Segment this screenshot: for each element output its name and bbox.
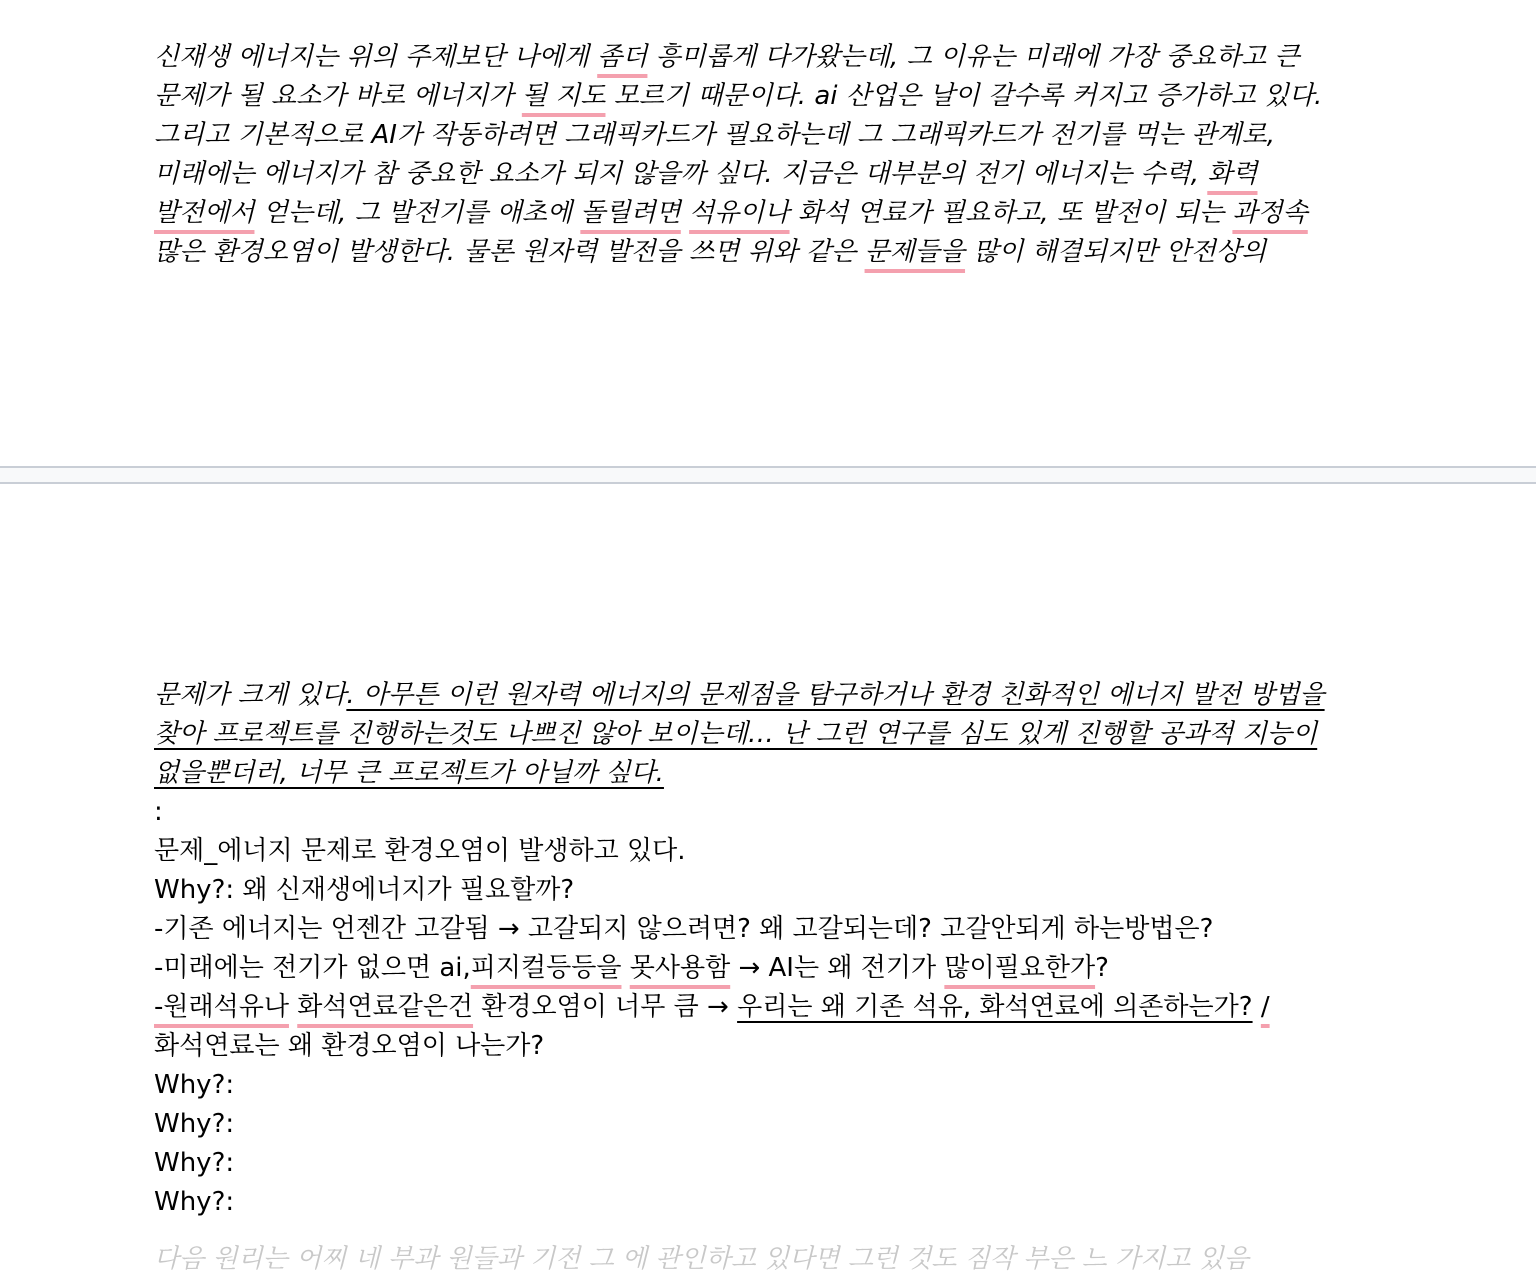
partial-cut-line: 다음 원리는 어찌 네 부과 원들과 기전 그 에 관인하고 있다면 그런 것도 짐작 부은 느 가지고 있음 [154,1244,1249,1274]
text-run: 문제가 될 요소가 바로 에너지가 [154,81,522,111]
text-run [1253,992,1261,1022]
text-line [154,1105,1354,1144]
underlined-text: 없을뿐더러, 너무 큰 프로젝트가 아닐까 싶다. [154,758,664,788]
text-run: 모르기 때문이다. ai 산업은 날이 갈수록 커지고 증가하고 있다. [605,81,1323,111]
text-line [154,155,1354,194]
text-run: 화석연료는 왜 환경오염이 나는가? [154,1031,545,1061]
text-run: 흥미롭게 다가왔는데, 그 이유는 미래에 가장 중요하고 큰 [647,42,1300,72]
spellcheck-flagged-word: / [1260,992,1270,1022]
text-line [154,832,1354,871]
spellcheck-flagged-word: 못사용함 [629,953,731,983]
text-run: 환경오염이 너무 큼 → [473,992,738,1022]
spellcheck-flagged-word: -원래석유나 [154,992,289,1022]
text-run [621,953,629,983]
text-line [154,988,1354,1027]
spellcheck-flagged-word: 석유이나 [689,198,790,228]
text-run: 화석 연료가 필요하고, 또 발전이 되는 [789,198,1233,228]
text-run [289,992,297,1022]
page-1-paragraph[interactable] [154,38,1354,272]
text-run: → AI는 왜 전기가 [730,953,945,983]
text-line [154,1183,1354,1222]
text-line [154,949,1354,988]
text-line [154,676,1354,715]
text-run: Why?: [154,1148,235,1178]
text-line [154,77,1354,116]
text-line [154,116,1354,155]
spellcheck-flagged-word: 과정속 [1232,198,1308,228]
text-line [154,793,1354,832]
text-run: Why?: [154,1109,235,1139]
text-line [154,1144,1354,1183]
text-run [681,198,689,228]
text-line [154,194,1354,233]
spellcheck-flagged-word: 문제들을 [864,237,966,267]
document-page-1 [0,0,1536,466]
text-run: Why?: [154,1187,235,1217]
underlined-text: 찾아 프로젝트를 진행하는것도 나쁘진 않아 보이는데… 난 그런 연구를 심도 있게 진행할 공과적 지능이 [154,719,1318,749]
text-run: 얻는데, 그 발전기를 애초에 [254,198,581,228]
text-line [154,1027,1354,1066]
text-line [154,910,1354,949]
page-2-notes[interactable] [154,793,1354,1222]
text-run: 많이 해결되지만 안전상의 [965,237,1267,267]
underlined-text: . 아무튼 이런 원자력 에너지의 문제점을 탐구하거나 환경 친화적인 에너지 발전 방법을 [346,680,1325,710]
spellcheck-flagged-word: 좀더 [597,42,648,72]
spellcheck-flagged-word: 많이필요한가 [944,953,1096,983]
spellcheck-flagged-word: 될 지도 [521,81,606,111]
page-break [0,466,1536,484]
page-2-body[interactable] [154,676,1354,1222]
text-line [154,233,1354,272]
text-line [154,754,1354,793]
text-run: -미래에는 전기가 없으면 ai, [154,953,471,983]
text-run: 문제_에너지 문제로 환경오염이 발생하고 있다. [154,836,686,866]
text-run: 그리고 기본적으로 AI가 작동하려면 그래픽카드가 필요하는데 그 그래픽카드가 전기를 먹는 관계로, [154,120,1276,150]
text-run: 미래에는 에너지가 참 중요한 요소가 되지 않을까 싶다. 지금은 대부분의 전기 에너지는 수력, [154,159,1208,189]
spellcheck-flagged-word: 화석연료같은건 [297,992,474,1022]
spellcheck-flagged-word: 피지컬등등을 [470,953,622,983]
page-2-italic-paragraph[interactable] [154,676,1354,793]
text-run: 많은 환경오염이 발생한다. 물론 원자력 발전을 쓰면 위와 같은 [154,237,865,267]
spellcheck-flagged-word: 화력 [1207,159,1258,189]
text-line [154,871,1354,910]
text-line [154,38,1354,77]
underlined-text: 우리는 왜 기존 석유, 화석연료에 의존하는가? [737,992,1253,1022]
spellcheck-flagged-word: 발전에서 [154,198,255,228]
text-run: ? [1095,953,1109,983]
text-run: : [154,797,163,827]
text-line [154,1066,1354,1105]
text-run: Why?: [154,1070,235,1100]
text-line [154,715,1354,754]
text-run: Why?: 왜 신재생에너지가 필요할까? [154,875,575,905]
text-run: 신재생 에너지는 위의 주제보단 나에게 [154,42,598,72]
spellcheck-flagged-word: 돌릴려면 [580,198,681,228]
text-run: -기존 에너지는 언젠간 고갈됨 → 고갈되지 않으려면? 왜 고갈되는데? 고갈안되게 하는방법은? [154,914,1214,944]
text-run: 문제가 크게 있다 [154,680,347,710]
